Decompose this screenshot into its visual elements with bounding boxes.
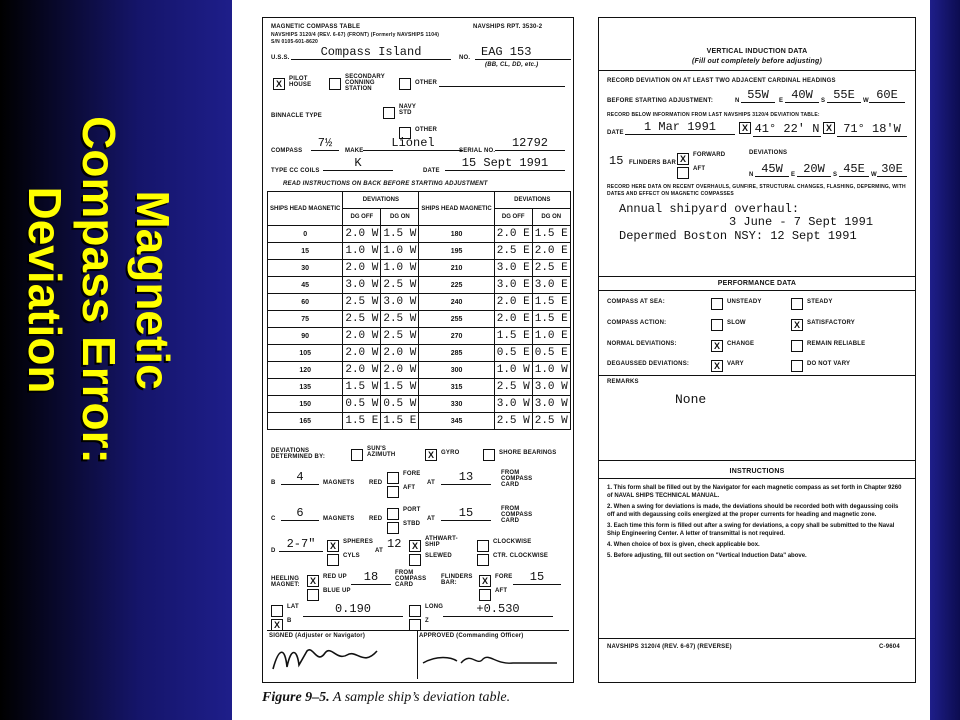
fore-label: FORE	[403, 471, 421, 477]
heading-cell: 15	[268, 243, 343, 260]
red-label-c: RED	[369, 516, 383, 522]
degaussed-deviations: DEGAUSSED DEVIATIONS:	[607, 361, 690, 367]
deviation-cell: 2.5 W	[343, 311, 381, 328]
instruction-item: 3. Each time this form is filled out after a swing for deviations, a copy shall be submitted to the Naval Ship Engineering Center. A letter of transmittal is not required.	[607, 523, 895, 537]
table-row	[268, 311, 571, 328]
heading-cell: 105	[268, 345, 343, 362]
deviation-cell: 2.0 W	[343, 328, 381, 345]
heading-cell: 330	[419, 396, 494, 413]
heading-cell: 240	[419, 294, 494, 311]
remarks-label: REMARKS	[607, 379, 639, 385]
other-check	[399, 75, 411, 93]
heading-cell: 285	[419, 345, 494, 362]
deviation-cell: 2.0 E	[494, 226, 532, 243]
title-line-1: Magnetic	[127, 190, 179, 390]
heading-cell: 255	[419, 311, 494, 328]
heading-cell: 30	[268, 260, 343, 277]
cc-coils: K	[323, 156, 393, 171]
vid-subtitle: (Fill out completely before adjusting)	[691, 58, 823, 65]
deviation-cell: 0.5 E	[494, 345, 532, 362]
c-label: C	[271, 516, 276, 522]
overhaul-2: 3 June - 7 Sept 1991	[729, 215, 874, 229]
vary-check: X	[711, 357, 723, 375]
back-date: 1 Mar 1991	[625, 120, 735, 135]
from-cc-heel: FROM COMPASS CARD	[395, 570, 427, 588]
back-deviations-label: DEVIATIONS	[749, 150, 788, 156]
blue-up-label: BLUE UP	[323, 588, 351, 594]
instructions-list	[607, 484, 907, 560]
deviation-cell: 2.0 E	[494, 294, 532, 311]
do-not-vary: DO NOT VARY	[807, 361, 851, 367]
deviation-cell: 2.0 W	[381, 362, 419, 379]
table-row	[268, 413, 571, 430]
deviation-cell: 1.0 E	[532, 328, 570, 345]
heading-cell: 165	[268, 413, 343, 430]
table-row	[268, 362, 571, 379]
binnacle-label: BINNACLE TYPE	[271, 113, 322, 119]
back-footer: NAVSHIPS 3120/4 (REV. 6-67) (REVERSE)	[607, 644, 732, 650]
signature-commanding-officer	[417, 641, 567, 675]
before-e: 40W	[785, 88, 819, 103]
front-form	[262, 17, 574, 683]
flinders-aft: AFT	[495, 588, 508, 594]
change: CHANGE	[727, 341, 755, 347]
table-row	[268, 260, 571, 277]
deviation-cell: 1.5 W	[343, 379, 381, 396]
heading-cell: 300	[419, 362, 494, 379]
satisfactory: SATISFACTORY	[807, 320, 855, 326]
deviation-cell: 0.5 W	[343, 396, 381, 413]
heading-cell: 60	[268, 294, 343, 311]
heading-cell: 210	[419, 260, 494, 277]
deviation-cell: 1.5 E	[494, 328, 532, 345]
deviation-cell: 2.5 W	[494, 379, 532, 396]
pilot-house-label: PILOT HOUSE	[289, 76, 312, 88]
instruction-item: 1. This form shall be filled out by the Navigator for each magnetic compass as set forth in Chapter 9260 of NAVAL SHIPS TECHNICAL MANUAL.	[607, 485, 902, 499]
pilot-house-check: X	[273, 75, 285, 93]
compass-make: Lionel	[363, 136, 463, 151]
heading-cell: 0	[268, 226, 343, 243]
title-line-2: Compass Error:	[73, 116, 125, 464]
flinders-fore: FORE	[495, 574, 513, 580]
before-w: 60E	[869, 88, 905, 103]
approved-box	[417, 630, 569, 679]
front-header: MAGNETIC COMPASS TABLE	[271, 24, 361, 30]
ships-head-header-2: SHIPS HEAD MAGNETIC	[419, 192, 494, 226]
deviation-cell: 0.5 W	[381, 396, 419, 413]
spheres-label: SPHERES	[343, 539, 374, 545]
record-info: RECORD BELOW INFORMATION FROM LAST NAVSHIPS 3120/4 DEVIATION TABLE:	[607, 112, 820, 118]
uss-label: U.S.S.	[271, 55, 290, 61]
instruction-item: 4. When choice of box is given, check applicable box.	[607, 542, 760, 548]
table-row	[268, 396, 571, 413]
compass-at-sea: COMPASS AT SEA:	[607, 299, 665, 305]
navy-std-label: NAVY STD	[399, 104, 416, 116]
at-label-d: AT	[375, 548, 383, 554]
serial-label: SERIAL NO.	[459, 148, 496, 154]
front-form-no: NAVSHIPS 3120/4 (REV. 6-67) (FRONT) (Formerly NAVSHIPS 1104)	[271, 32, 440, 38]
last-n: 45W	[755, 162, 789, 177]
deviation-cell: 3.0 W	[532, 396, 570, 413]
heading-cell: 135	[268, 379, 343, 396]
port-label: PORT	[403, 507, 421, 513]
deviation-cell: 3.0 E	[494, 277, 532, 294]
front-date-label: DATE	[423, 168, 440, 174]
athwart-label: ATHWART-SHIP	[425, 536, 458, 548]
sun-azimuth: SUN'S AZIMUTH	[367, 446, 396, 458]
lat-check: X	[739, 119, 751, 137]
z-label: Z	[425, 618, 429, 624]
back-date-label: DATE	[607, 130, 624, 136]
deviation-cell: 1.0 W	[532, 362, 570, 379]
other-label: OTHER	[415, 80, 437, 86]
deviation-cell: 2.5 E	[494, 243, 532, 260]
last-s: 45E	[839, 162, 869, 177]
d-label: D	[271, 548, 276, 554]
athwart-check: X	[409, 537, 421, 555]
back-aft-label: AFT	[693, 166, 706, 172]
deviation-cell: 1.5 E	[532, 226, 570, 243]
b-sym-check: X	[271, 616, 283, 634]
lat-label: LAT	[287, 604, 299, 610]
heeling-value: 18	[351, 570, 391, 585]
deviation-cell: 2.0 W	[381, 345, 419, 362]
flinders-label: FLINDERS BAR:	[441, 574, 473, 586]
deviation-cell: 2.5 W	[381, 277, 419, 294]
slide-background-right	[930, 0, 960, 720]
deviation-cell: 1.5 E	[381, 413, 419, 430]
heading-cell: 75	[268, 311, 343, 328]
figure-caption	[262, 690, 510, 706]
heading-cell: 150	[268, 396, 343, 413]
from-cc-c: FROM COMPASS CARD	[501, 506, 533, 524]
hull-hint: (BB, CL, DD, etc.)	[485, 62, 539, 68]
deviation-cell: 3.0 E	[494, 260, 532, 277]
table-row	[268, 328, 571, 345]
instruction-item: 5. Before adjusting, fill out section on "Vertical Induction Data" above.	[607, 553, 807, 559]
overhaul-3: Depermed Boston NSY: 12 Sept 1991	[619, 229, 857, 243]
back-flinders: 15	[609, 154, 624, 168]
lat-value: 0.190	[303, 602, 403, 617]
magnets-label-b: MAGNETS	[323, 480, 355, 486]
stbd-label: STBD	[403, 521, 421, 527]
spheres-check: X	[327, 537, 339, 555]
b-sym-label: B	[287, 618, 292, 624]
record-dev: RECORD DEVIATION ON AT LEAST TWO ADJACENT CARDINAL HEADINGS	[607, 78, 836, 84]
deviation-cell: 1.0 W	[494, 362, 532, 379]
table-row	[268, 226, 571, 243]
deviation-cell: 1.5 W	[381, 226, 419, 243]
heading-cell: 180	[419, 226, 494, 243]
at-label-b: AT	[427, 480, 435, 486]
binnacle-other: OTHER	[415, 127, 437, 133]
navy-std-check	[383, 104, 395, 122]
deviation-cell: 3.0 E	[532, 277, 570, 294]
signed-box	[267, 630, 418, 679]
no-label: NO.	[459, 55, 471, 61]
overhaul-1: Annual shipyard overhaul:	[619, 202, 800, 216]
red-label-b: RED	[369, 480, 383, 486]
b-magnets: 4	[281, 470, 319, 485]
front-report-no: NAVSHIPS RPT. 3530-2	[473, 24, 543, 30]
deviation-cell: 1.0 W	[381, 243, 419, 260]
red-up-check: X	[307, 572, 319, 590]
slide-title	[10, 90, 230, 490]
hull-no: EAG 153	[475, 45, 571, 60]
heading-cell: 120	[268, 362, 343, 379]
heeling-label: HEELING MAGNET:	[271, 576, 300, 588]
deviation-cell: 2.5 W	[381, 311, 419, 328]
long-check: X	[823, 119, 835, 137]
heading-cell: 345	[419, 413, 494, 430]
dg-on-header: DG ON	[381, 209, 419, 226]
gyro-label: GYRO	[441, 450, 460, 456]
instructions-title: INSTRUCTIONS	[729, 468, 785, 475]
deviation-cell: 2.5 W	[343, 294, 381, 311]
secondary-check	[329, 75, 341, 93]
flinders-value: 15	[513, 570, 561, 585]
unsteady: UNSTEADY	[727, 299, 762, 305]
back-footer-code: C-9604	[879, 644, 900, 650]
red-up-label: RED UP	[323, 574, 347, 580]
deviation-cell: 0.5 E	[532, 345, 570, 362]
gyro-check: X	[425, 446, 437, 464]
before-label: BEFORE STARTING ADJUSTMENT:	[607, 98, 714, 104]
signature-navigator	[267, 641, 407, 675]
back-lat: 41° 22' N	[754, 122, 820, 136]
deviation-cell: 2.0 W	[343, 345, 381, 362]
clockwise-label: CLOCKWISE	[493, 539, 532, 545]
steady: STEADY	[807, 299, 833, 305]
fore-check: X	[479, 572, 491, 590]
d-spheres: 2-7"	[279, 537, 323, 552]
deviation-cell: 2.5 W	[532, 413, 570, 430]
b-label: B	[271, 480, 276, 486]
aft-label: AFT	[403, 485, 416, 491]
table-row	[268, 345, 571, 362]
heading-cell: 90	[268, 328, 343, 345]
deviation-cell: 1.5 E	[532, 294, 570, 311]
deviation-cell: 1.5 W	[381, 379, 419, 396]
deviation-table	[267, 191, 571, 430]
title-line-3: Deviation	[19, 186, 71, 394]
record-overhaul: RECORD HERE DATA ON RECENT OVERHAULS, GUNFIRE, STRUCTURAL CHANGES, FLASHING, DEPERMING, WITH DATES AND EFFECT ON MAGNETIC COMPASSES	[607, 184, 906, 197]
slewed-label: SLEWED	[425, 553, 452, 559]
normal-deviations: NORMAL DEVIATIONS:	[607, 341, 677, 347]
back-long: 71° 18'W	[837, 122, 907, 137]
ships-head-header: SHIPS HEAD MAGNETIC	[268, 192, 343, 226]
heading-cell: 225	[419, 277, 494, 294]
heading-cell: 315	[419, 379, 494, 396]
caption-text: A sample ship’s deviation table.	[329, 690, 511, 705]
deviation-cell: 2.5 E	[532, 260, 570, 277]
compass-size: 7½	[311, 136, 339, 151]
deviation-cell: 2.0 E	[494, 311, 532, 328]
last-e: 20W	[797, 162, 831, 177]
long-label: LONG	[425, 604, 444, 610]
ship-name: Compass Island	[291, 45, 451, 60]
heading-cell: 270	[419, 328, 494, 345]
back-flinders-label: FLINDERS BAR	[629, 160, 677, 166]
table-row	[268, 243, 571, 260]
before-s: 55E	[827, 88, 861, 103]
change-check: X	[711, 337, 723, 355]
shore-bearings: SHORE BEARINGS	[499, 450, 557, 456]
signed-label: SIGNED (Adjuster or Navigator)	[269, 633, 366, 639]
table-row	[268, 277, 571, 294]
forward-check: X	[677, 150, 689, 168]
deviation-cell: 2.0 W	[343, 260, 381, 277]
d-at: 12	[387, 537, 402, 551]
from-cc-b: FROM COMPASS CARD	[501, 470, 533, 488]
compass-label: COMPASS	[271, 148, 303, 154]
approved-label: APPROVED (Commanding Officer)	[419, 633, 524, 639]
back-form: VERTICAL INDUCTION DATA (Fill out completely before adjusting) RECORD DEVIATION ON AT LEAST TWO ADJACENT CARDINAL HEADINGS BEFORE STARTING ADJUSTMENT: N 55W E 40W S 55E W 60E RECORD BELOW INFORMATION FROM LAST NAVSHIPS 3120/4 DEVIATION TABLE: DATE 1 Mar 1991 X 41° 22' N X 71° 18'W 15 FLINDERS BAR X FORWARD AFT DEVIATIONS N 45W E 20W S 45E W 30E RECORD HERE DATA ON RECENT OVERHAULS, GUNFIRE, STRUCTURAL CHANGES, FLASHING, DEPERMING, WITH DATES AND EFFECT ON MAGNETIC COMPASSES Annual shipyard overhaul: 3 June - 7 Sept 1991 Depermed Boston NSY: 12 Sept 1991 PERFORMANCE DATA COMPASS AT SEA: UNSTEADY STEADY COMPASS ACTION: SLOW X SATISFACTORY NORMAL DEVIATIONS: X CHANGE REMAIN RELIABLE DEGAUSSED DEVIATIONS: X VARY DO NOT VARY REMARKS None INSTRUCTIONS 1. This form shall be filled out by the Navigator for each magnetic compass as set forth in Chapter 9260 of NAVAL SHIPS TECHNICAL MANUAL. 2. When a swing for deviations is made, the deviations should be recorded both with degaussing coils off and with degaussing coils energized at the proper currents for heading and magnetic zone. 3. Each time this form is filled out after a swing for deviations, a copy shall be submitted to the Naval Ship Engineering Center. A letter of transmittal is not required. 4. When choice of box is given, check applicable box. 5. Before adjusting, fill out section on "Vertical Induction Data" above. NAVSHIPS 3120/4 (REV. 6-67) (REVERSE) C-9604	[598, 17, 916, 683]
deviation-cell: 1.5 E	[343, 413, 381, 430]
c-at: 15	[441, 506, 491, 521]
front-date: 15 Sept 1991	[445, 156, 565, 171]
vid-title: VERTICAL INDUCTION DATA	[706, 48, 808, 55]
read-instructions: READ INSTRUCTIONS ON BACK BEFORE STARTING ADJUSTMENT	[283, 181, 488, 187]
dg-on-header-2: DG ON	[532, 209, 570, 226]
instruction-item: 2. When a swing for deviations is made, the deviations should be recorded both with degaussing coils off and with degaussing coils energized at the proper currents for heading and magnetic zone.	[607, 504, 899, 518]
front-sn: S/N 0105-601-8620	[271, 39, 319, 45]
deviation-cell: 1.0 W	[343, 243, 381, 260]
cyls-label: CYLS	[343, 553, 360, 559]
deviation-cell: 2.5 W	[494, 413, 532, 430]
heading-cell: 45	[268, 277, 343, 294]
secondary-label: SECONDARY CONNING STATION	[345, 74, 385, 92]
remain-reliable: REMAIN RELIABLE	[807, 341, 866, 347]
deviation-cell: 2.0 W	[343, 226, 381, 243]
c-magnets: 6	[281, 506, 319, 521]
long-value: +0.530	[443, 602, 553, 617]
magnets-label-c: MAGNETS	[323, 516, 355, 522]
deviation-cell: 3.0 W	[532, 379, 570, 396]
dg-off-header: DG OFF	[343, 209, 381, 226]
serial-no: 12792	[495, 136, 565, 151]
deviation-cell: 3.0 W	[343, 277, 381, 294]
slow: SLOW	[727, 320, 746, 326]
deviation-cell: 3.0 W	[494, 396, 532, 413]
deviation-cell: 1.5 E	[532, 311, 570, 328]
remarks-value: None	[675, 392, 707, 407]
b-at: 13	[441, 470, 491, 485]
last-w: 30E	[877, 162, 907, 177]
caption-label: Figure 9–5.	[262, 690, 330, 705]
deviation-cell: 2.0 W	[343, 362, 381, 379]
perf-title: PERFORMANCE DATA	[717, 280, 797, 287]
ctr-clockwise-label: CTR. CLOCKWISE	[493, 553, 549, 559]
satisfactory-check: X	[791, 316, 803, 334]
heading-cell: 195	[419, 243, 494, 260]
determined-by-label: DEVIATIONS DETERMINED BY:	[271, 448, 326, 460]
cc-coils-label: TYPE CC COILS	[271, 168, 320, 174]
before-n: 55W	[741, 88, 775, 103]
deviation-cell: 2.0 E	[532, 243, 570, 260]
deviations-header-2: DEVIATIONS	[494, 192, 570, 209]
deviations-header: DEVIATIONS	[343, 192, 419, 209]
deviation-cell: 3.0 W	[381, 294, 419, 311]
deviation-cell: 1.0 W	[381, 260, 419, 277]
deviation-cell: 2.5 W	[381, 328, 419, 345]
dg-off-header-2: DG OFF	[494, 209, 532, 226]
table-row	[268, 379, 571, 396]
forward-label: FORWARD	[693, 152, 726, 158]
table-row	[268, 294, 571, 311]
compass-action: COMPASS ACTION:	[607, 320, 667, 326]
at-label-c: AT	[427, 516, 435, 522]
vary: VARY	[727, 361, 744, 367]
make-label: MAKE	[345, 148, 364, 154]
